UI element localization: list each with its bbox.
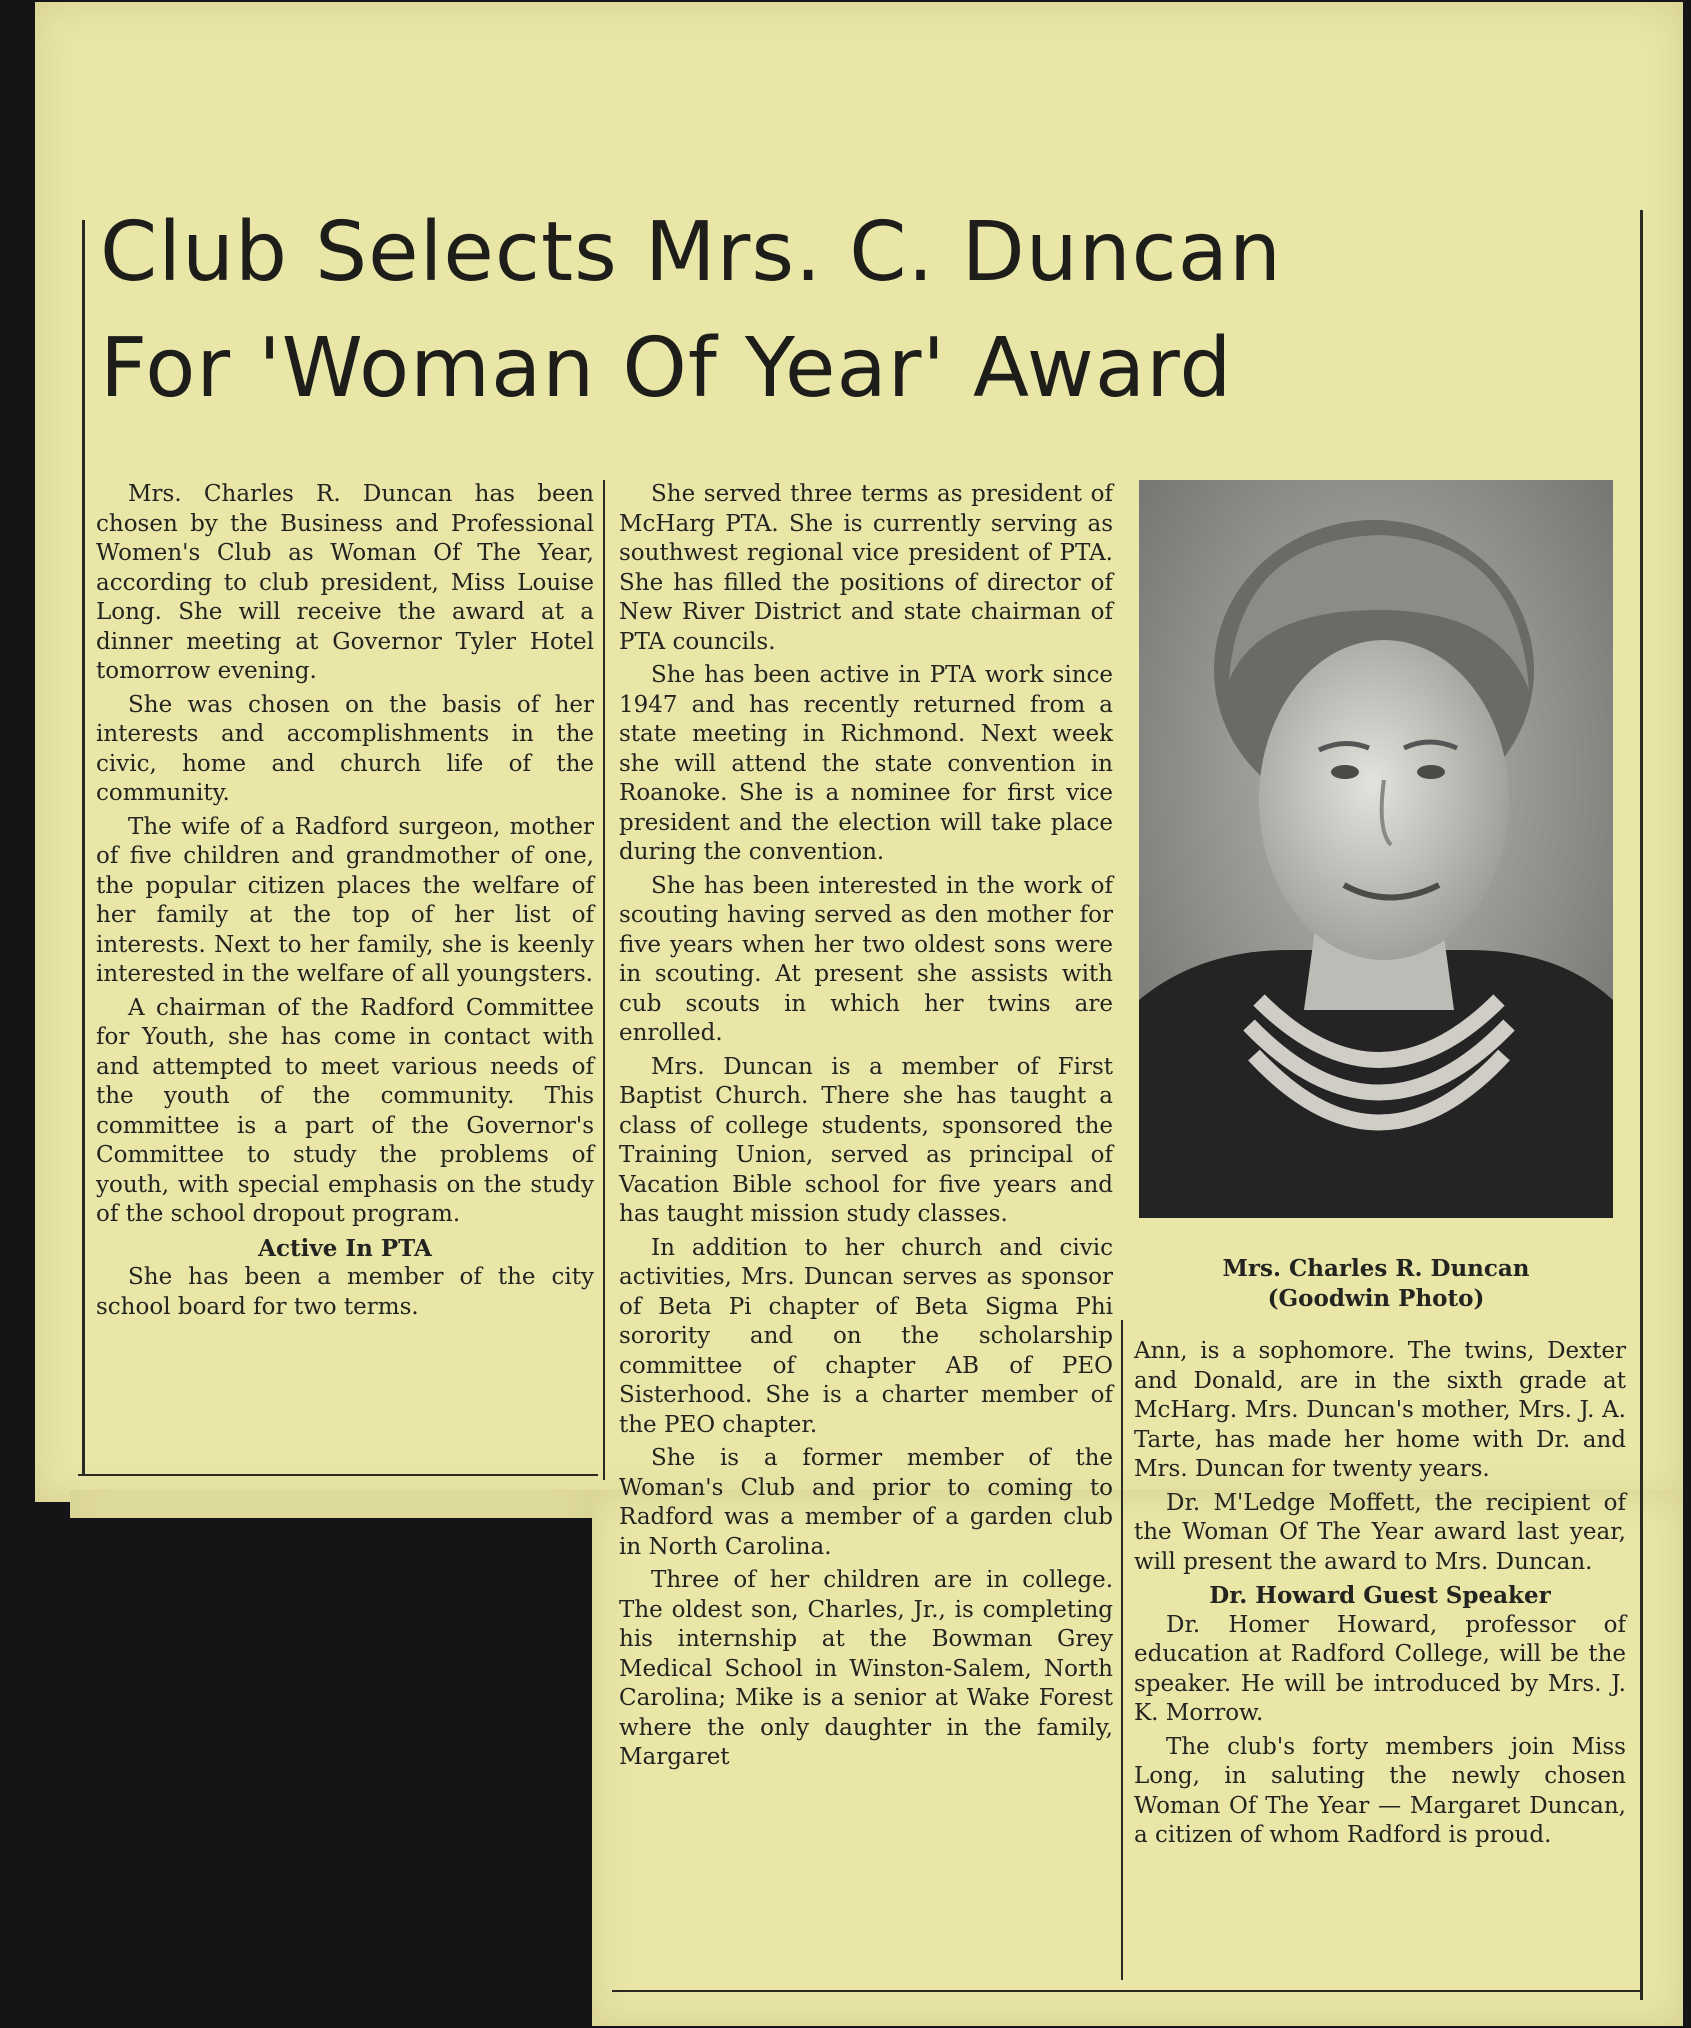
paragraph: Ann, is a sophomore. The twins, Dexter and Donald, are in the sixth grade at McHarg. Mrs. Duncan's mother, Mrs. J. A. Tarte, has made her home with Dr. and Mrs. Duncan for twenty years. — [1134, 1338, 1626, 1482]
bottom-rule — [612, 1990, 1642, 1992]
paragraph: She was chosen on the basis of her interests and accomplishments in the civic, home and church life of the community. — [96, 691, 594, 806]
paragraph: Dr. M'Ledge Moffett, the recipient of the Woman Of The Year award last year, will present the award to Mrs. Duncan. — [1134, 1489, 1626, 1575]
article-column-2 — [619, 480, 1113, 1773]
paragraph: Mrs. Duncan is a member of First Baptist Church. There she has taught a class of college students, sponsored the Training Union, served as principal of Vacation Bible school for five years and has taught mission study classes. — [619, 1053, 1113, 1227]
paragraph: She served three terms as president of McHarg PTA. She is currently serving as southwest regional vice president of PTA. She has filled the positions of director of New River District and state chairman of PTA councils. — [619, 481, 1113, 655]
paragraph: The club's forty members join Miss Long, in saluting the newly chosen Woman Of The Year — Margaret Duncan, a citizen of whom Radford is proud. — [1134, 1733, 1626, 1848]
column-rule-2 — [1121, 1320, 1123, 1980]
paragraph: The wife of a Radford surgeon, mother of five children and grandmother of one, the popular citizen places the welfare of her family at the top of her list of interests. Next to her family, she is keenly interested in the welfare of all youngsters. — [96, 813, 594, 987]
paragraph: Dr. Homer Howard, professor of education at Radford College, will be the speaker. He will be introduced by Mrs. J. K. Morrow. — [1134, 1611, 1626, 1726]
subheading: Dr. Howard Guest Speaker — [1209, 1582, 1551, 1609]
right-border-rule — [1640, 210, 1643, 2000]
headline-line-1: Club Selects Mrs. C. Duncan — [100, 205, 1282, 300]
paragraph: She has been active in PTA work since 1947 and has recently returned from a state meeting in Richmond. Next week she will attend the state convention in Roanoke. She is a nominee for first vice president and the election will take place during the convention. — [619, 662, 1113, 865]
headline — [100, 195, 1520, 427]
subheading: Active In PTA — [258, 1234, 432, 1262]
left-border-rule — [82, 220, 85, 1475]
caption-credit: (Goodwin Photo) — [1267, 1285, 1485, 1312]
article-column-3 — [1134, 1337, 1626, 1851]
photo-caption — [1139, 1254, 1613, 1314]
paragraph: She is a former member of the Woman's Club and prior to coming to Radford was a member of a garden club in North Carolina. — [619, 1445, 1113, 1560]
paragraph: A chairman of the Radford Committee for Youth, she has come in contact with and attempted to meet various needs of the youth of the community. This committee is a part of the Governor's Committee to study the problems of youth, with special emphasis on the study of the school dropout program. — [96, 994, 594, 1227]
paragraph: She has been a member of the city school board for two terms. — [96, 1264, 594, 1320]
portrait-illustration — [1139, 480, 1613, 1218]
article-column-1 — [96, 480, 594, 1322]
caption-name: Mrs. Charles R. Duncan — [1222, 1255, 1530, 1282]
bottom-rule-left — [78, 1474, 598, 1476]
column-rule-1 — [603, 480, 605, 1480]
paragraph: She has been interested in the work of scouting having served as den mother for five years when her two oldest sons were in scouting. At present she assists with cub scouts in which her twins are enrolled. — [619, 872, 1113, 1046]
paragraph: In addition to her church and civic activities, Mrs. Duncan serves as sponsor of Beta Pi chapter of Beta Sigma Phi sorority and on the scholarship committee of chapter AB of PEO Sisterhood. She is a charter member of the PEO chapter. — [619, 1234, 1113, 1438]
paragraph: Mrs. Charles R. Duncan has been chosen by the Business and Professional Women's Club as Woman Of The Year, according to club president, Miss Louise Long. She will receive the award at a dinner meeting at Governor Tyler Hotel tomorrow evening. — [96, 481, 594, 684]
portrait-photo — [1139, 480, 1613, 1218]
headline-line-2: For 'Woman Of Year' Award — [100, 321, 1233, 416]
paragraph: Three of her children are in college. The oldest son, Charles, Jr., is completing his internship at the Bowman Grey Medical School in Winston-Salem, North Carolina; Mike is a senior at Wake Forest where the only daughter in the family, Margaret — [619, 1567, 1113, 1770]
clipping-paper-edge — [70, 1490, 592, 1518]
